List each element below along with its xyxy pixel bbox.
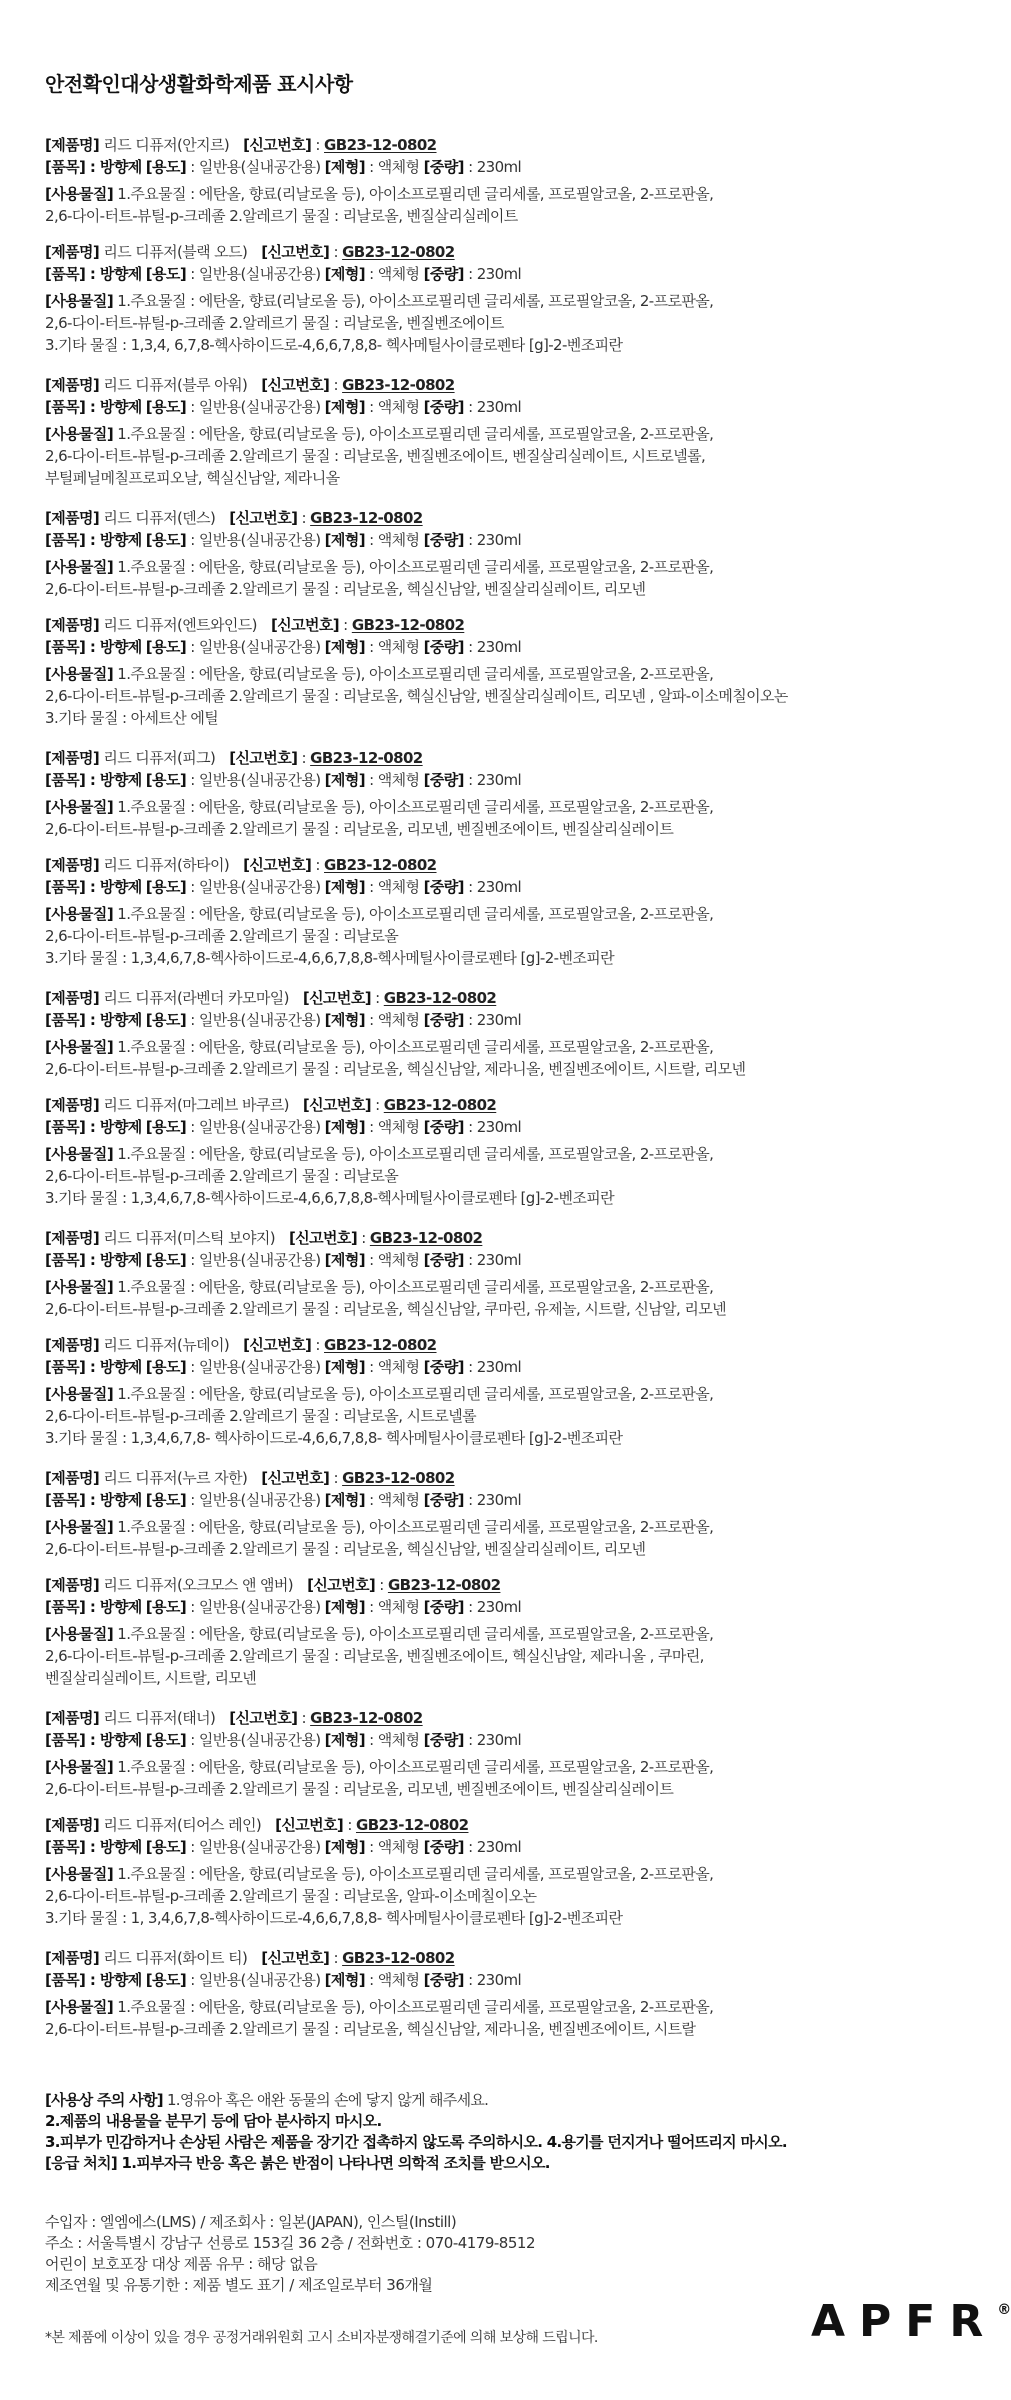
registration-label: [신고번호] [229,509,298,527]
product-name: 리드 디퓨저(하타이) [103,856,230,874]
form-value: : 액체형 [369,398,420,416]
material-label: [사용물질] [45,665,114,683]
registration-number: GB23-12-0802 [342,376,455,394]
form-value: : 액체형 [369,158,420,176]
product-name: 리드 디퓨저(안지르) [103,136,230,154]
form-value: : 액체형 [369,1731,420,1749]
material-label: [사용물질] [45,185,114,203]
product-name: 리드 디퓨저(티어스 레인) [103,1816,262,1834]
first-aid-line: [응급 처치] 1.피부자극 반응 혹은 붉은 반점이 나타나면 의학적 조치를 받으시오. [45,2154,550,2172]
product-name: 리드 디퓨저(태너) [103,1709,216,1727]
usage-label: [용도] [145,1011,187,1029]
usage-value: : 일반용(실내공간용) [190,1358,321,1376]
volume-value: : 230ml [468,1251,522,1269]
volume-value: : 230ml [468,265,522,283]
product-entry: [제품명] 리드 디퓨저(뉴데이) [신고번호] : GB23-12-0802 [품목] : 방향제 [용도] : 일반용(실내공간용) [제형] : 액체형 [중량] : 230ml [사용물질] 1.주요물질 : 에탄올, 향료(리날로올 등), 아이소프로필리덴 글리세롤, 프로필알코올, 2-프로판올, 2,6-다이-터트-뷰틸-p-크레졸 2.알레르기 물질 : 리날로올, 시트로넬롤 3.기타 물질 : 1,3,4,6,7,8- 헥사하이드로-4,6,6,7,8,8- 헥사메틸사이클로펜타 [g]-2-벤조피란 [45,1334,965,1467]
form-value: : 액체형 [369,1971,420,1989]
product-name-label: [제품명] [45,1229,100,1247]
form-label: [제형] [324,638,365,656]
usage-value: : 일반용(실내공간용) [190,398,321,416]
volume-label: [중량] [423,1838,464,1856]
registration-label: [신고번호] [302,989,371,1007]
material-label: [사용물질] [45,1385,114,1403]
brand-logo [811,2296,1011,2347]
compensation-footnote: *본 제품에 이상이 있을 경우 공정거래위원회 고시 소비자분쟁해결기준에 의해 보상해 드립니다. [45,2330,598,2346]
form-value: : 액체형 [369,1491,420,1509]
registration-number: GB23-12-0802 [324,1336,437,1354]
item-label: [품목] : 방향제 [45,1251,142,1269]
material-line-1: 1.주요물질 : 에탄올, 향료(리날로올 등), 아이소프로필리덴 글리세롤, 프로필알코올, 2-프로판올, [117,1625,714,1643]
material-label: [사용물질] [45,1038,114,1056]
form-label: [제형] [324,1598,365,1616]
product-name: 리드 디퓨저(뉴데이) [103,1336,230,1354]
form-label: [제형] [324,398,365,416]
registration-number: GB23-12-0802 [342,1949,455,1967]
material-line-3: 3.기타 물질 : 1,3,4,6,7,8-헥사하이드로-4,6,6,7,8,8-헥사메틸사이클로펜타 [g]-2-벤조피란 [45,949,615,967]
material-label: [사용물질] [45,425,114,443]
product-name: 리드 디퓨저(마그레브 바쿠르) [103,1096,289,1114]
item-label: [품목] : 방향제 [45,1118,142,1136]
form-value: : 액체형 [369,1838,420,1856]
product-name-label: [제품명] [45,1709,100,1727]
registration-number: GB23-12-0802 [383,1096,497,1114]
product-name-label: [제품명] [45,856,100,874]
form-value: : 액체형 [369,771,420,789]
item-label: [품목] : 방향제 [45,158,142,176]
product-entry: [제품명] 리드 디퓨저(엔트와인드) [신고번호] : GB23-12-0802 [품목] : 방향제 [용도] : 일반용(실내공간용) [제형] : 액체형 [중량] : 230ml [사용물질] 1.주요물질 : 에탄올, 향료(리날로올 등), 아이소프로필리덴 글리세롤, 프로필알코올, 2-프로판올, 2,6-다이-터트-뷰틸-p-크레졸 2.알레르기 물질 : 리날로올, 헥실신남알, 벤질살리실레이트, 리모넨 , 알파-이소메칠이오논 3.기타 물질 : 아세트산 에틸 [45,614,965,747]
item-label: [품목] : 방향제 [45,265,142,283]
registration-label: [신고번호] [229,749,298,767]
volume-label: [중량] [423,638,464,656]
registration-number: GB23-12-0802 [383,989,497,1007]
registration-label: [신고번호] [243,856,312,874]
material-line-2: 2,6-다이-터트-뷰틸-p-크레졸 2.알레르기 물질 : 리날로올, 헥실신남알, 제라니올, 벤질벤조에이트, 시트랄 [45,2020,696,2038]
material-line-1: 1.주요물질 : 에탄올, 향료(리날로올 등), 아이소프로필리덴 글리세롤, 프로필알코올, 2-프로판올, [117,1998,714,2016]
material-line-1: 1.주요물질 : 에탄올, 향료(리날로올 등), 아이소프로필리덴 글리세롤, 프로필알코올, 2-프로판올, [117,905,714,923]
product-name-label: [제품명] [45,616,100,634]
caution-label: [사용상 주의 사항] [45,2091,163,2109]
product-name: 리드 디퓨저(미스틱 보야지) [103,1229,275,1247]
product-name: 리드 디퓨저(라벤더 카모마일) [103,989,289,1007]
product-name-label: [제품명] [45,989,100,1007]
product-entry: [제품명] 리드 디퓨저(덴스) [신고번호] : GB23-12-0802 [품목] : 방향제 [용도] : 일반용(실내공간용) [제형] : 액체형 [중량] : 230ml [사용물질] 1.주요물질 : 에탄올, 향료(리날로올 등), 아이소프로필리덴 글리세롤, 프로필알코올, 2-프로판올, 2,6-다이-터트-뷰틸-p-크레졸 2.알레르기 물질 : 리날로올, 헥실신남알, 벤질살리실레이트, 리모넨 [45,507,965,614]
material-line-3: 3.기타 물질 : 1,3,4, 6,7,8-헥사하이드로-4,6,6,7,8,8- 헥사메틸사이클로펜타 [g]-2-벤조피란 [45,336,623,354]
product-entry: [제품명] 리드 디퓨저(안지르) [신고번호] : GB23-12-0802 [품목] : 방향제 [용도] : 일반용(실내공간용) [제형] : 액체형 [중량] : 230ml [사용물질] 1.주요물질 : 에탄올, 향료(리날로올 등), 아이소프로필리덴 글리세롤, 프로필알코올, 2-프로판올, 2,6-다이-터트-뷰틸-p-크레졸 2.알레르기 물질 : 리날로올, 벤질살리실레이트 [45,134,965,241]
page-title: 안전확인대상생활화학제품 표시사항 [45,72,353,96]
form-label: [제형] [324,531,365,549]
product-name-label: [제품명] [45,749,100,767]
item-label: [품목] : 방향제 [45,1731,142,1749]
product-name: 리드 디퓨저(오크모스 앤 앰버) [103,1576,294,1594]
usage-label: [용도] [145,771,187,789]
usage-label: [용도] [145,1731,187,1749]
product-entry: [제품명] 리드 디퓨저(오크모스 앤 앰버) [신고번호] : GB23-12-0802 [품목] : 방향제 [용도] : 일반용(실내공간용) [제형] : 액체형 [중량] : 230ml [사용물질] 1.주요물질 : 에탄올, 향료(리날로올 등), 아이소프로필리덴 글리세롤, 프로필알코올, 2-프로판올, 2,6-다이-터트-뷰틸-p-크레졸 2.알레르기 물질 : 리날로올, 벤질벤조에이트, 헥실신남알, 제라니올 , 쿠마린, 벤질살리실레이트, 시트랄, 리모넨 [45,1574,965,1707]
usage-label: [용도] [145,1358,187,1376]
usage-value: : 일반용(실내공간용) [190,1491,321,1509]
registration-number: GB23-12-0802 [342,1469,455,1487]
usage-label: [용도] [145,158,187,176]
material-line-2: 2,6-다이-터트-뷰틸-p-크레졸 2.알레르기 물질 : 리날로올, 벤질살리실레이트 [45,207,518,225]
registration-number: GB23-12-0802 [355,1816,469,1834]
item-label: [품목] : 방향제 [45,398,142,416]
registration-label: [신고번호] [275,1816,344,1834]
volume-value: : 230ml [468,1731,522,1749]
volume-value: : 230ml [468,1838,522,1856]
usage-value: : 일반용(실내공간용) [190,1838,321,1856]
usage-label: [용도] [145,878,187,896]
registration-number: GB23-12-0802 [310,749,423,767]
material-line-3: 3.기타 물질 : 1, 3,4,6,7,8-헥사하이드로-4,6,6,7,8,8- 헥사메틸사이클로펜타 [g]-2-벤조피란 [45,1909,623,1927]
importer-line: 수입자 : 엘엠에스(LMS) / 제조회사 : 일본(JAPAN), 인스틸(Instill) [45,2213,457,2231]
volume-value: : 230ml [468,1491,522,1509]
volume-label: [중량] [423,1598,464,1616]
form-label: [제형] [324,158,365,176]
form-value: : 액체형 [369,1251,420,1269]
material-line-2: 2,6-다이-터트-뷰틸-p-크레졸 2.알레르기 물질 : 리날로올 [45,927,399,945]
form-label: [제형] [324,1731,365,1749]
volume-value: : 230ml [468,1598,522,1616]
registration-label: [신고번호] [261,243,330,261]
form-value: : 액체형 [369,638,420,656]
form-label: [제형] [324,1491,365,1509]
material-line-2: 2,6-다이-터트-뷰틸-p-크레졸 2.알레르기 물질 : 리날로올, 알파-이소메칠이오논 [45,1887,537,1905]
product-entry: [제품명] 리드 디퓨저(화이트 티) [신고번호] : GB23-12-0802 [품목] : 방향제 [용도] : 일반용(실내공간용) [제형] : 액체형 [중량] : 230ml [사용물질] 1.주요물질 : 에탄올, 향료(리날로올 등), 아이소프로필리덴 글리세롤, 프로필알코올, 2-프로판올, 2,6-다이-터트-뷰틸-p-크레졸 2.알레르기 물질 : 리날로올, 헥실신남알, 제라니올, 벤질벤조에이트, 시트랄 [45,1947,965,2054]
usage-value: : 일반용(실내공간용) [190,1598,321,1616]
product-entry: [제품명] 리드 디퓨저(피그) [신고번호] : GB23-12-0802 [품목] : 방향제 [용도] : 일반용(실내공간용) [제형] : 액체형 [중량] : 230ml [사용물질] 1.주요물질 : 에탄올, 향료(리날로올 등), 아이소프로필리덴 글리세롤, 프로필알코올, 2-프로판올, 2,6-다이-터트-뷰틸-p-크레졸 2.알레르기 물질 : 리날로올, 리모넨, 벤질벤조에이트, 벤질살리실레이트 [45,747,965,854]
form-value: : 액체형 [369,265,420,283]
item-label: [품목] : 방향제 [45,771,142,789]
registration-number: GB23-12-0802 [369,1229,483,1247]
caution-line-3: 3.피부가 민감하거나 손상된 사람은 제품을 장기간 접촉하지 않도록 주의하시오. 4.용기를 던지거나 떨어뜨리지 마시오. [45,2133,787,2151]
material-line-1: 1.주요물질 : 에탄올, 향료(리날로올 등), 아이소프로필리덴 글리세롤, 프로필알코올, 2-프로판올, [117,798,714,816]
product-entry: [제품명] 리드 디퓨저(하타이) [신고번호] : GB23-12-0802 [품목] : 방향제 [용도] : 일반용(실내공간용) [제형] : 액체형 [중량] : 230ml [사용물질] 1.주요물질 : 에탄올, 향료(리날로올 등), 아이소프로필리덴 글리세롤, 프로필알코올, 2-프로판올, 2,6-다이-터트-뷰틸-p-크레졸 2.알레르기 물질 : 리날로올 3.기타 물질 : 1,3,4,6,7,8-헥사하이드로-4,6,6,7,8,8-헥사메틸사이클로펜타 [g]-2-벤조피란 [45,854,965,987]
expiry-line: 제조연월 및 유통기한 : 제품 별도 표기 / 제조일로부터 36개월 [45,2276,433,2294]
caution-line-1: 1.영유아 혹은 애완 동물의 손에 닿지 않게 해주세요. [162,2091,489,2109]
material-line-1: 1.주요물질 : 에탄올, 향료(리날로올 등), 아이소프로필리덴 글리세롤, 프로필알코올, 2-프로판올, [117,665,714,683]
usage-label: [용도] [145,638,187,656]
material-line-2: 2,6-다이-터트-뷰틸-p-크레졸 2.알레르기 물질 : 리날로올, 헥실신남알, 벤질살리실레이트, 리모넨 [45,1540,646,1558]
usage-label: [용도] [145,1251,187,1269]
item-label: [품목] : 방향제 [45,1838,142,1856]
form-label: [제형] [324,1358,365,1376]
product-entry: [제품명] 리드 디퓨저(라벤더 카모마일) [신고번호] : GB23-12-0802 [품목] : 방향제 [용도] : 일반용(실내공간용) [제형] : 액체형 [중량] : 230ml [사용물질] 1.주요물질 : 에탄올, 향료(리날로올 등), 아이소프로필리덴 글리세롤, 프로필알코올, 2-프로판올, 2,6-다이-터트-뷰틸-p-크레졸 2.알레르기 물질 : 리날로올, 헥실신남알, 제라니올, 벤질벤조에이트, 시트랄, 리모넨 [45,987,965,1094]
product-name-label: [제품명] [45,509,100,527]
product-name-label: [제품명] [45,136,100,154]
form-label: [제형] [324,1838,365,1856]
material-label: [사용물질] [45,1758,114,1776]
product-name-label: [제품명] [45,243,100,261]
caution-line-2: 2.제품의 내용물을 분무기 등에 담아 분사하지 마시오. [45,2112,382,2130]
material-label: [사용물질] [45,1145,114,1163]
volume-label: [중량] [423,1971,464,1989]
material-label: [사용물질] [45,1625,114,1643]
product-name: 리드 디퓨저(블랙 오드) [103,243,248,261]
material-label: [사용물질] [45,292,114,310]
usage-value: : 일반용(실내공간용) [190,638,321,656]
form-value: : 액체형 [369,531,420,549]
product-name: 리드 디퓨저(엔트와인드) [103,616,257,634]
item-label: [품목] : 방향제 [45,1598,142,1616]
material-line-2: 2,6-다이-터트-뷰틸-p-크레졸 2.알레르기 물질 : 리날로올, 헥실신남알, 벤질살리실레이트, 리모넨 [45,580,646,598]
form-label: [제형] [324,878,365,896]
material-line-1: 1.주요물질 : 에탄올, 향료(리날로올 등), 아이소프로필리덴 글리세롤, 프로필알코올, 2-프로판올, [117,1145,714,1163]
product-entry: [제품명] 리드 디퓨저(블랙 오드) [신고번호] : GB23-12-0802 [품목] : 방향제 [용도] : 일반용(실내공간용) [제형] : 액체형 [중량] : 230ml [사용물질] 1.주요물질 : 에탄올, 향료(리날로올 등), 아이소프로필리덴 글리세롤, 프로필알코올, 2-프로판올, 2,6-다이-터트-뷰틸-p-크레졸 2.알레르기 물질 : 리날로올, 벤질벤조에이트 3.기타 물질 : 1,3,4, 6,7,8-헥사하이드로-4,6,6,7,8,8- 헥사메틸사이클로펜타 [g]-2-벤조피란 [45,241,965,374]
usage-value: : 일반용(실내공간용) [190,1971,321,1989]
registration-label: [신고번호] [243,136,312,154]
volume-label: [중량] [423,265,464,283]
material-line-3: 3.기타 물질 : 1,3,4,6,7,8- 헥사하이드로-4,6,6,7,8,8- 헥사메틸사이클로펜타 [g]-2-벤조피란 [45,1429,623,1447]
material-line-1: 1.주요물질 : 에탄올, 향료(리날로올 등), 아이소프로필리덴 글리세롤, 프로필알코올, 2-프로판올, [117,1038,714,1056]
volume-value: : 230ml [468,531,522,549]
product-name-label: [제품명] [45,1576,100,1594]
product-name-label: [제품명] [45,376,100,394]
company-info [45,2212,745,2296]
volume-label: [중량] [423,158,464,176]
volume-label: [중량] [423,1011,464,1029]
material-line-1: 1.주요물질 : 에탄올, 향료(리날로올 등), 아이소프로필리덴 글리세롤, 프로필알코올, 2-프로판올, [117,185,714,203]
usage-label: [용도] [145,1838,187,1856]
child-packaging-line: 어린이 보호포장 대상 제품 유무 : 해당 없음 [45,2255,318,2273]
registration-label: [신고번호] [307,1576,376,1594]
product-name-label: [제품명] [45,1816,100,1834]
usage-value: : 일반용(실내공간용) [190,265,321,283]
registration-label: [신고번호] [261,1469,330,1487]
material-line-1: 1.주요물질 : 에탄올, 향료(리날로올 등), 아이소프로필리덴 글리세롤, 프로필알코올, 2-프로판올, [117,1865,714,1883]
volume-label: [중량] [423,1491,464,1509]
product-entry: [제품명] 리드 디퓨저(마그레브 바쿠르) [신고번호] : GB23-12-0802 [품목] : 방향제 [용도] : 일반용(실내공간용) [제형] : 액체형 [중량] : 230ml [사용물질] 1.주요물질 : 에탄올, 향료(리날로올 등), 아이소프로필리덴 글리세롤, 프로필알코올, 2-프로판올, 2,6-다이-터트-뷰틸-p-크레졸 2.알레르기 물질 : 리날로올 3.기타 물질 : 1,3,4,6,7,8-헥사하이드로-4,6,6,7,8,8-헥사메틸사이클로펜타 [g]-2-벤조피란 [45,1094,965,1227]
usage-value: : 일반용(실내공간용) [190,1251,321,1269]
material-line-3: 3.기타 물질 : 1,3,4,6,7,8-헥사하이드로-4,6,6,7,8,8-헥사메틸사이클로펜타 [g]-2-벤조피란 [45,1189,615,1207]
volume-value: : 230ml [468,878,522,896]
usage-value: : 일반용(실내공간용) [190,1118,321,1136]
registration-number: GB23-12-0802 [387,1576,501,1594]
product-entry: [제품명] 리드 디퓨저(블루 아워) [신고번호] : GB23-12-0802 [품목] : 방향제 [용도] : 일반용(실내공간용) [제형] : 액체형 [중량] : 230ml [사용물질] 1.주요물질 : 에탄올, 향료(리날로올 등), 아이소프로필리덴 글리세롤, 프로필알코올, 2-프로판올, 2,6-다이-터트-뷰틸-p-크레졸 2.알레르기 물질 : 리날로올, 벤질벤조에이트, 벤질살리실레이트, 시트로넬롤, 부틸페닐메칠프로피오날, 헥실신남알, 제라니올 [45,374,965,507]
form-label: [제형] [324,1011,365,1029]
registration-label: [신고번호] [229,1709,298,1727]
material-line-2: 2,6-다이-터트-뷰틸-p-크레졸 2.알레르기 물질 : 리날로올, 벤질벤조에이트, 헥실신남알, 제라니올 , 쿠마린, [45,1647,704,1665]
usage-label: [용도] [145,1971,187,1989]
material-line-2: 2,6-다이-터트-뷰틸-p-크레졸 2.알레르기 물질 : 리날로올, 헥실신남알, 제라니올, 벤질벤조에이트, 시트랄, 리모넨 [45,1060,746,1078]
item-label: [품목] : 방향제 [45,1011,142,1029]
volume-label: [중량] [423,1358,464,1376]
product-name-label: [제품명] [45,1336,100,1354]
material-label: [사용물질] [45,1518,114,1536]
material-line-2: 2,6-다이-터트-뷰틸-p-크레졸 2.알레르기 물질 : 리날로올 [45,1167,399,1185]
registration-label: [신고번호] [289,1229,358,1247]
registration-number: GB23-12-0802 [342,243,455,261]
product-name: 리드 디퓨저(블루 아워) [103,376,248,394]
material-line-1: 1.주요물질 : 에탄올, 향료(리날로올 등), 아이소프로필리덴 글리세롤, 프로필알코올, 2-프로판올, [117,558,714,576]
material-line-1: 1.주요물질 : 에탄올, 향료(리날로올 등), 아이소프로필리덴 글리세롤, 프로필알코올, 2-프로판올, [117,1278,714,1296]
volume-label: [중량] [423,398,464,416]
usage-value: : 일반용(실내공간용) [190,531,321,549]
item-label: [품목] : 방향제 [45,1358,142,1376]
volume-label: [중량] [423,1251,464,1269]
form-label: [제형] [324,1118,365,1136]
material-line-1: 1.주요물질 : 에탄올, 향료(리날로올 등), 아이소프로필리덴 글리세롤, 프로필알코올, 2-프로판올, [117,292,714,310]
volume-label: [중량] [423,1731,464,1749]
product-name-label: [제품명] [45,1949,100,1967]
form-value: : 액체형 [369,878,420,896]
registration-label: [신고번호] [243,1336,312,1354]
usage-label: [용도] [145,265,187,283]
product-name: 리드 디퓨저(화이트 티) [103,1949,248,1967]
volume-value: : 230ml [468,158,522,176]
caution-section [45,2090,975,2174]
usage-value: : 일반용(실내공간용) [190,1731,321,1749]
product-name-label: [제품명] [45,1096,100,1114]
material-label: [사용물질] [45,798,114,816]
form-value: : 액체형 [369,1011,420,1029]
item-label: [품목] : 방향제 [45,531,142,549]
item-label: [품목] : 방향제 [45,1971,142,1989]
registration-label: [신고번호] [302,1096,371,1114]
material-line-2: 2,6-다이-터트-뷰틸-p-크레졸 2.알레르기 물질 : 리날로올, 벤질벤조에이트, 벤질살리실레이트, 시트로넬롤, [45,447,706,465]
material-label: [사용물질] [45,905,114,923]
volume-value: : 230ml [468,398,522,416]
form-label: [제형] [324,771,365,789]
material-label: [사용물질] [45,1998,114,2016]
volume-value: : 230ml [468,1971,522,1989]
registration-label: [신고번호] [261,1949,330,1967]
form-label: [제형] [324,265,365,283]
product-list [45,134,965,2054]
product-name-label: [제품명] [45,1469,100,1487]
material-label: [사용물질] [45,1865,114,1883]
volume-value: : 230ml [468,1118,522,1136]
form-value: : 액체형 [369,1598,420,1616]
material-line-1: 1.주요물질 : 에탄올, 향료(리날로올 등), 아이소프로필리덴 글리세롤, 프로필알코올, 2-프로판올, [117,1758,714,1776]
logo-text: APFR [811,2296,998,2347]
registration-label: [신고번호] [270,616,340,634]
form-label: [제형] [324,1251,365,1269]
usage-label: [용도] [145,398,187,416]
material-line-2: 2,6-다이-터트-뷰틸-p-크레졸 2.알레르기 물질 : 리날로올, 리모넨, 벤질벤조에이트, 벤질살리실레이트 [45,820,674,838]
usage-value: : 일반용(실내공간용) [190,771,321,789]
volume-label: [중량] [423,878,464,896]
usage-value: : 일반용(실내공간용) [190,158,321,176]
product-name: 리드 디퓨저(누르 자한) [103,1469,248,1487]
volume-label: [중량] [423,1118,464,1136]
material-line-2: 2,6-다이-터트-뷰틸-p-크레졸 2.알레르기 물질 : 리날로올, 리모넨, 벤질벤조에이트, 벤질살리실레이트 [45,1780,674,1798]
item-label: [품목] : 방향제 [45,1491,142,1509]
volume-value: : 230ml [468,638,522,656]
usage-value: : 일반용(실내공간용) [190,878,321,896]
material-line-2: 2,6-다이-터트-뷰틸-p-크레졸 2.알레르기 물질 : 리날로올, 시트로넬롤 [45,1407,476,1425]
material-line-3: 3.기타 물질 : 아세트산 에틸 [45,709,219,727]
address-line: 주소 : 서울특별시 강남구 선릉로 153길 36 2층 / 전화번호 : 070-4179-8512 [45,2234,535,2252]
form-value: : 액체형 [369,1118,420,1136]
material-label: [사용물질] [45,1278,114,1296]
product-entry: [제품명] 리드 디퓨저(티어스 레인) [신고번호] : GB23-12-0802 [품목] : 방향제 [용도] : 일반용(실내공간용) [제형] : 액체형 [중량] : 230ml [사용물질] 1.주요물질 : 에탄올, 향료(리날로올 등), 아이소프로필리덴 글리세롤, 프로필알코올, 2-프로판올, 2,6-다이-터트-뷰틸-p-크레졸 2.알레르기 물질 : 리날로올, 알파-이소메칠이오논 3.기타 물질 : 1, 3,4,6,7,8-헥사하이드로-4,6,6,7,8,8- 헥사메틸사이클로펜타 [g]-2-벤조피란 [45,1814,965,1947]
item-label: [품목] : 방향제 [45,878,142,896]
form-value: : 액체형 [369,1358,420,1376]
material-line-3: 부틸페닐메칠프로피오날, 헥실신남알, 제라니올 [45,469,340,487]
usage-label: [용도] [145,531,187,549]
volume-value: : 230ml [468,1011,522,1029]
form-label: [제형] [324,1971,365,1989]
registration-number: GB23-12-0802 [310,509,423,527]
registration-number: GB23-12-0802 [310,1709,423,1727]
usage-label: [용도] [145,1598,187,1616]
material-label: [사용물질] [45,558,114,576]
registration-label: [신고번호] [261,376,330,394]
volume-value: : 230ml [468,1358,522,1376]
material-line-1: 1.주요물질 : 에탄올, 향료(리날로올 등), 아이소프로필리덴 글리세롤, 프로필알코올, 2-프로판올, [117,425,714,443]
material-line-2: 2,6-다이-터트-뷰틸-p-크레졸 2.알레르기 물질 : 리날로올, 벤질벤조에이트 [45,314,504,332]
usage-label: [용도] [145,1118,187,1136]
material-line-1: 1.주요물질 : 에탄올, 향료(리날로올 등), 아이소프로필리덴 글리세롤, 프로필알코올, 2-프로판올, [117,1385,714,1403]
product-name: 리드 디퓨저(덴스) [103,509,216,527]
registration-number: GB23-12-0802 [351,616,465,634]
usage-label: [용도] [145,1491,187,1509]
product-entry: [제품명] 리드 디퓨저(미스틱 보야지) [신고번호] : GB23-12-0802 [품목] : 방향제 [용도] : 일반용(실내공간용) [제형] : 액체형 [중량] : 230ml [사용물질] 1.주요물질 : 에탄올, 향료(리날로올 등), 아이소프로필리덴 글리세롤, 프로필알코올, 2-프로판올, 2,6-다이-터트-뷰틸-p-크레졸 2.알레르기 물질 : 리날로올, 헥실신남알, 쿠마린, 유제놀, 시트랄, 신남알, 리모넨 [45,1227,965,1334]
volume-label: [중량] [423,771,464,789]
registered-mark: ® [997,2302,1011,2319]
item-label: [품목] : 방향제 [45,638,142,656]
volume-value: : 230ml [468,771,522,789]
product-entry: [제품명] 리드 디퓨저(누르 자한) [신고번호] : GB23-12-0802 [품목] : 방향제 [용도] : 일반용(실내공간용) [제형] : 액체형 [중량] : 230ml [사용물질] 1.주요물질 : 에탄올, 향료(리날로올 등), 아이소프로필리덴 글리세롤, 프로필알코올, 2-프로판올, 2,6-다이-터트-뷰틸-p-크레졸 2.알레르기 물질 : 리날로올, 헥실신남알, 벤질살리실레이트, 리모넨 [45,1467,965,1574]
material-line-2: 2,6-다이-터트-뷰틸-p-크레졸 2.알레르기 물질 : 리날로올, 헥실신남알, 벤질살리실레이트, 리모넨 , 알파-이소메칠이오논 [45,687,788,705]
volume-label: [중량] [423,531,464,549]
material-line-3: 벤질살리실레이트, 시트랄, 리모넨 [45,1669,257,1687]
registration-number: GB23-12-0802 [324,856,437,874]
product-name: 리드 디퓨저(피그) [103,749,216,767]
material-line-2: 2,6-다이-터트-뷰틸-p-크레졸 2.알레르기 물질 : 리날로올, 헥실신남알, 쿠마린, 유제놀, 시트랄, 신남알, 리모넨 [45,1300,727,1318]
registration-number: GB23-12-0802 [324,136,437,154]
usage-value: : 일반용(실내공간용) [190,1011,321,1029]
material-line-1: 1.주요물질 : 에탄올, 향료(리날로올 등), 아이소프로필리덴 글리세롤, 프로필알코올, 2-프로판올, [117,1518,714,1536]
product-entry: [제품명] 리드 디퓨저(태너) [신고번호] : GB23-12-0802 [품목] : 방향제 [용도] : 일반용(실내공간용) [제형] : 액체형 [중량] : 230ml [사용물질] 1.주요물질 : 에탄올, 향료(리날로올 등), 아이소프로필리덴 글리세롤, 프로필알코올, 2-프로판올, 2,6-다이-터트-뷰틸-p-크레졸 2.알레르기 물질 : 리날로올, 리모넨, 벤질벤조에이트, 벤질살리실레이트 [45,1707,965,1814]
